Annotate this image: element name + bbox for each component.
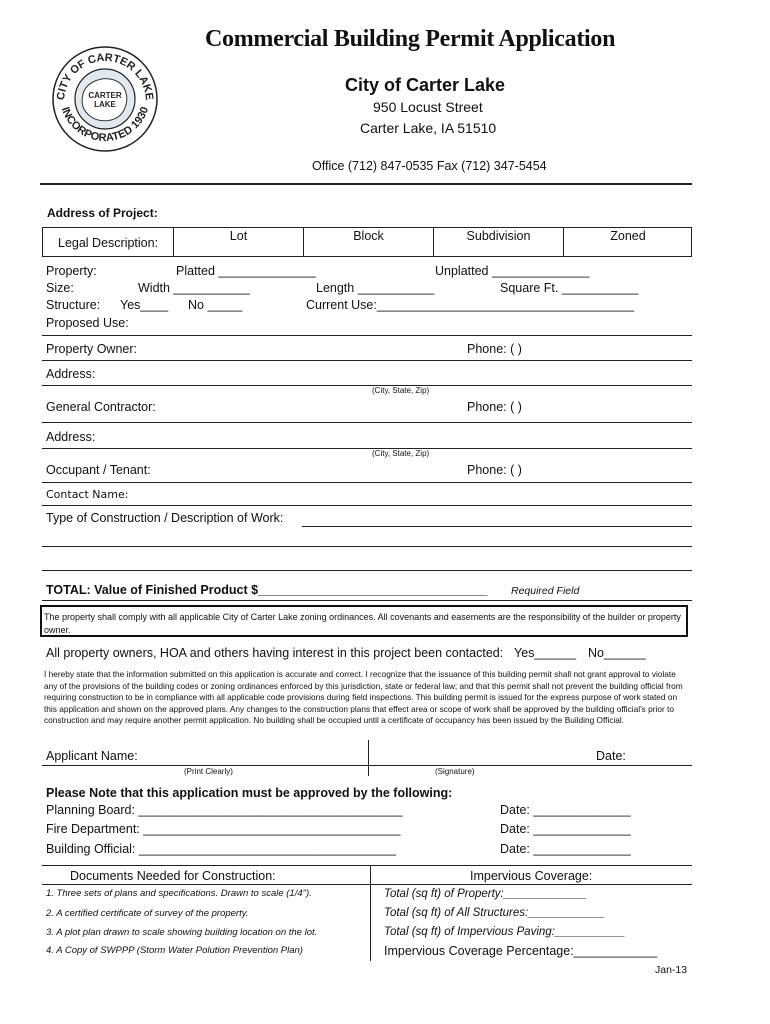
- current-use-field[interactable]: Current Use:_____________________________________: [306, 298, 635, 312]
- applicant-date-label: Date:: [596, 749, 626, 763]
- certification-statement: I hereby state that the information submitted on this application is accurate and correct. I recognize that the issuance of this building permit shall not grant approval to violate any of the provisions of the building codes or zoning ordinances enforced by this jurisdiction, state or federal law; and that this permit shall not prevent the building official from requiring construction to be in compliance with all applicable code provisions during field inspections. This building permit is issued for the express purpose of work stated on this application and shown on the approved plans. Any changes to the construction plans that effect area or scope of work shall be approved by the building official's prior to construction and may require another permit application. No building shall be occupied until a certificate of occupancy has been issued by the Building Official.: [44, 669, 683, 726]
- seal-top-text: CITY OF CARTER LAKE: [54, 51, 156, 101]
- documents-heading: Documents Needed for Construction:: [70, 869, 276, 883]
- seal-bottom-text: INCORPORATED 1930: [58, 105, 152, 145]
- document-item-4: 4. A Copy of SWPPP (Storm Water Polution Prevention Plan): [46, 945, 303, 956]
- structure-yes-field[interactable]: Yes____: [120, 298, 169, 312]
- planning-board-date-field[interactable]: Date: ______________: [500, 803, 631, 817]
- column-lot: Lot: [229, 229, 248, 243]
- section-divider: [42, 335, 692, 336]
- contractor-address-label: Address:: [46, 430, 96, 444]
- impervious-percentage-field[interactable]: Impervious Coverage Percentage:____________: [384, 944, 658, 958]
- office-phone-fax: Office (712) 847-0535 Fax (712) 347-5454: [312, 159, 547, 173]
- interest-no-field[interactable]: No______: [588, 646, 646, 660]
- contact-name-label: Contact Name:: [46, 488, 129, 501]
- seal-center-line-1: CARTER: [88, 91, 122, 100]
- structure-no-field[interactable]: No _____: [188, 298, 243, 312]
- section-divider: [42, 865, 692, 866]
- column-subdivision: Subdivision: [466, 229, 531, 243]
- length-field[interactable]: Length ___________: [316, 281, 435, 295]
- platted-field[interactable]: Platted ______________: [176, 264, 316, 278]
- revision-date: Jan-13: [655, 964, 688, 976]
- field-line: [42, 546, 692, 547]
- section-divider: [42, 884, 692, 885]
- city-seal-logo: [50, 44, 160, 154]
- construction-type-label: Type of Construction / Description of Work:: [46, 511, 284, 525]
- field-line: [42, 570, 692, 571]
- interest-yes-field[interactable]: Yes______: [514, 646, 577, 660]
- section-divider: [42, 600, 692, 601]
- applicant-name-label: Applicant Name:: [46, 749, 138, 763]
- header-divider: [40, 183, 692, 185]
- fire-department-field[interactable]: Fire Department: _____________________________________: [46, 822, 401, 836]
- impervious-property-field[interactable]: Total (sq ft) of Property:_____________: [384, 888, 587, 900]
- signature-hint: (Signature): [435, 767, 475, 776]
- field-line: [42, 422, 692, 423]
- column-zoned: Zoned: [610, 229, 646, 243]
- signature-line: [42, 765, 692, 766]
- document-item-1: 1. Three sets of plans and specifications. Drawn to scale (1/4").: [46, 888, 312, 899]
- interest-question: All property owners, HOA and others having interest in this project been contacted:: [46, 646, 504, 660]
- occupant-phone-field[interactable]: Phone: ( ): [467, 463, 522, 477]
- contractor-phone-field[interactable]: Phone: ( ): [467, 400, 522, 414]
- city-name: City of Carter Lake: [345, 75, 506, 95]
- building-official-date-field[interactable]: Date: ______________: [500, 842, 631, 856]
- general-contractor-label: General Contractor:: [46, 400, 156, 414]
- field-line: [42, 448, 692, 449]
- document-item-3: 3. A plot plan drawn to scale showing building location on the lot.: [46, 927, 318, 938]
- document-title: Commercial Building Permit Application: [205, 26, 616, 52]
- owner-phone-field[interactable]: Phone: ( ): [467, 342, 522, 356]
- column-divider: [370, 865, 371, 961]
- structure-label: Structure:: [46, 298, 101, 312]
- required-field-note: Required Field: [511, 585, 580, 597]
- approvals-heading: Please Note that this application must be approved by the following:: [46, 786, 453, 800]
- applicant-divider: [368, 740, 369, 776]
- project-address-label: Address of Project:: [47, 206, 158, 220]
- width-field[interactable]: Width ___________: [138, 281, 250, 295]
- legal-description-label: Legal Description:: [58, 236, 159, 250]
- property-label: Property:: [46, 264, 97, 278]
- proposed-use-label: Proposed Use:: [46, 316, 129, 330]
- property-owner-label: Property Owner:: [46, 342, 138, 356]
- seal-center-line-2: LAKE: [94, 100, 116, 109]
- occupant-tenant-label: Occupant / Tenant:: [46, 463, 151, 477]
- impervious-heading: Impervious Coverage:: [470, 869, 593, 883]
- unplatted-field[interactable]: Unplatted ______________: [435, 264, 590, 278]
- field-line: [42, 505, 692, 506]
- total-value-field[interactable]: TOTAL: Value of Finished Product $_________________________________: [46, 583, 488, 597]
- field-line: [302, 526, 692, 527]
- size-label: Size:: [46, 281, 74, 295]
- document-item-2: 2. A certified certificate of survey of the property.: [46, 908, 249, 919]
- field-line: [42, 385, 692, 386]
- field-line: [42, 360, 692, 361]
- street-address: 950 Locust Street: [373, 99, 483, 115]
- fire-department-date-field[interactable]: Date: ______________: [500, 822, 631, 836]
- column-block: Block: [353, 229, 384, 243]
- print-clearly-hint: (Print Clearly): [184, 767, 233, 776]
- building-official-field[interactable]: Building Official: _____________________________________: [46, 842, 397, 856]
- field-line: [42, 482, 692, 483]
- square-ft-field[interactable]: Square Ft. ___________: [500, 281, 639, 295]
- zoning-notice-text: The property shall comply with all applicable City of Carter Lake zoning ordinances. All covenants and easements are the responsibility of the builder or property owner.: [44, 612, 681, 635]
- owner-address-label: Address:: [46, 367, 96, 381]
- owner-city-state-zip-hint: (City, State, Zip): [372, 386, 430, 395]
- contractor-city-state-zip-hint: (City, State, Zip): [372, 449, 430, 458]
- impervious-paving-field[interactable]: Total (sq ft) of Impervious Paving:___________: [384, 926, 626, 938]
- impervious-structures-field[interactable]: Total (sq ft) of All Structures:____________: [384, 907, 605, 919]
- planning-board-field[interactable]: Planning Board: ______________________________________: [46, 803, 403, 817]
- city-state-zip: Carter Lake, IA 51510: [360, 120, 497, 136]
